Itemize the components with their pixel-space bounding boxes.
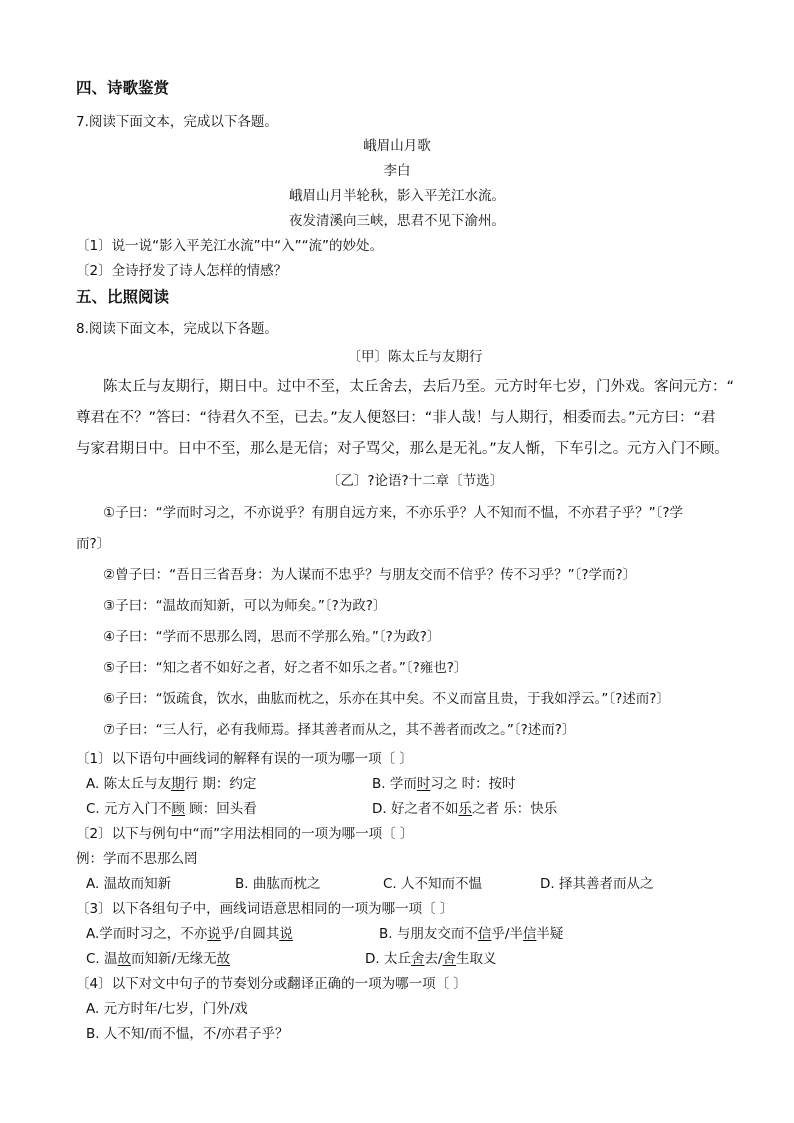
question-3-stem: 〔3〕以下各组句子中，画线词语意思相同的一项为哪一项〔 〕 — [76, 901, 454, 917]
question-3-option-a: A.学而时习之，不亦说乎/自圆其说 — [86, 926, 293, 942]
question-8-intro: 8.阅读下面文本，完成以下各题。 — [76, 321, 278, 337]
poem-line: 夜发清溪向三峡，思君不见下渝州。 — [289, 213, 505, 229]
question-3-option-b: B. 与朋友交而不信乎/半信半疑 — [379, 926, 564, 942]
question-2-stem: 〔2〕以下与例句中“而”字用法相同的一项为哪一项〔 〕 — [76, 826, 414, 842]
analects-item-7: ⑦子曰：“三人行，必有我师焉。择其善者而从之，其不善者而改之。”〔?述而?〕 — [103, 722, 576, 738]
question-1-stem: 〔1〕以下语句中画线词的解释有误的一项为哪一项〔 〕 — [76, 751, 413, 767]
passage-jia-line: 尊君在不？”答曰：“待君久不至，已去。”友人便怒曰：“非人哉！与人期行，相委而去。”元方曰：“君 — [76, 410, 716, 426]
section-5-heading: 五、比照阅读 — [76, 288, 170, 306]
question-4-option-a: A. 元方时年/七岁，门外/戏 — [86, 1001, 248, 1017]
passage-jia-line: 陈太丘与友期行，期日中。过中不至，太丘舍去，去后乃至。元方时年七岁，门外戏。客问元方：“ — [103, 379, 735, 395]
question-4-stem: 〔4〕以下对文中句子的节奏划分或翻译正确的一项为哪一项〔 〕 — [76, 976, 467, 992]
question-7-sub-2: 〔2〕全诗抒发了诗人怎样的情感？ — [76, 263, 288, 279]
section-4-heading: 四、诗歌鉴赏 — [76, 79, 170, 97]
question-2-option-c: C. 人不知而不愠 — [383, 876, 483, 892]
analects-item-6: ⑥子曰：“饭疏食，饮水，曲肱而枕之，乐亦在其中矣。不义而富且贵，于我如浮云。”〔?述而?〕 — [103, 691, 670, 707]
question-2-option-b: B. 曲肱而枕之 — [235, 876, 321, 892]
poem-line: 峨眉山月半轮秋，影入平羌江水流。 — [289, 188, 505, 204]
question-1-option-d: D. 好之者不如乐之者 乐：快乐 — [372, 801, 558, 817]
passage-yi-title: 〔乙〕?论语?十二章〔节选〕 — [326, 473, 504, 489]
question-1-option-a: A. 陈太丘与友期行 期：约定 — [86, 776, 257, 792]
question-2-option-a: A. 温故而知新 — [86, 876, 172, 892]
question-7-intro: 7.阅读下面文本，完成以下各题。 — [76, 114, 278, 130]
question-3-option-c: C. 温故而知新/无缘无故 — [86, 951, 231, 967]
poem-title: 峨眉山月歌 — [363, 138, 431, 154]
question-2-example: 例：学而不思那么罔 — [76, 851, 198, 867]
passage-jia-line: 与家君期日中。日中不至，那么是无信；对子骂父，那么是无礼。”友人惭，下车引之。元方入门不顾。 — [76, 441, 729, 457]
question-1-option-c: C. 元方入门不顾 顾：回头看 — [86, 801, 257, 817]
passage-jia-title: 〔甲〕陈太丘与友期行 — [347, 349, 483, 365]
question-2-option-d: D. 择其善者而从之 — [540, 876, 654, 892]
poem-author: 李白 — [383, 163, 411, 179]
question-1-option-b: B. 学而时习之 时：按时 — [372, 776, 516, 792]
question-7-sub-1: 〔1〕说一说“影入平羌江水流”中“入”“流”的妙处。 — [76, 238, 384, 254]
analects-item-1-cont: 而?〕 — [76, 536, 111, 552]
analects-item-1: ①子曰：“学而时习之，不亦说乎？有朋自远方来，不亦乐乎？人不知而不愠，不亦君子乎？”〔?学 — [103, 505, 684, 521]
question-4-option-b: B. 人不知/而不愠，不/亦君子乎？ — [86, 1026, 289, 1042]
analects-item-5: ⑤子曰：“知之者不如好之者，好之者不如乐之者。”〔?雍也?〕 — [103, 660, 468, 676]
question-3-option-d: D. 太丘舍去/舍生取义 — [365, 951, 497, 967]
analects-item-4: ④子曰：“学而不思那么罔，思而不学那么殆。”〔?为政?〕 — [103, 629, 441, 645]
analects-item-2: ②曾子曰：“吾日三省吾身：为人谋而不忠乎？与朋友交而不信乎？传不习乎？”〔?学而?〕 — [103, 567, 637, 583]
analects-item-3: ③子曰：“温故而知新，可以为师矣。”〔?为政?〕 — [103, 598, 387, 614]
